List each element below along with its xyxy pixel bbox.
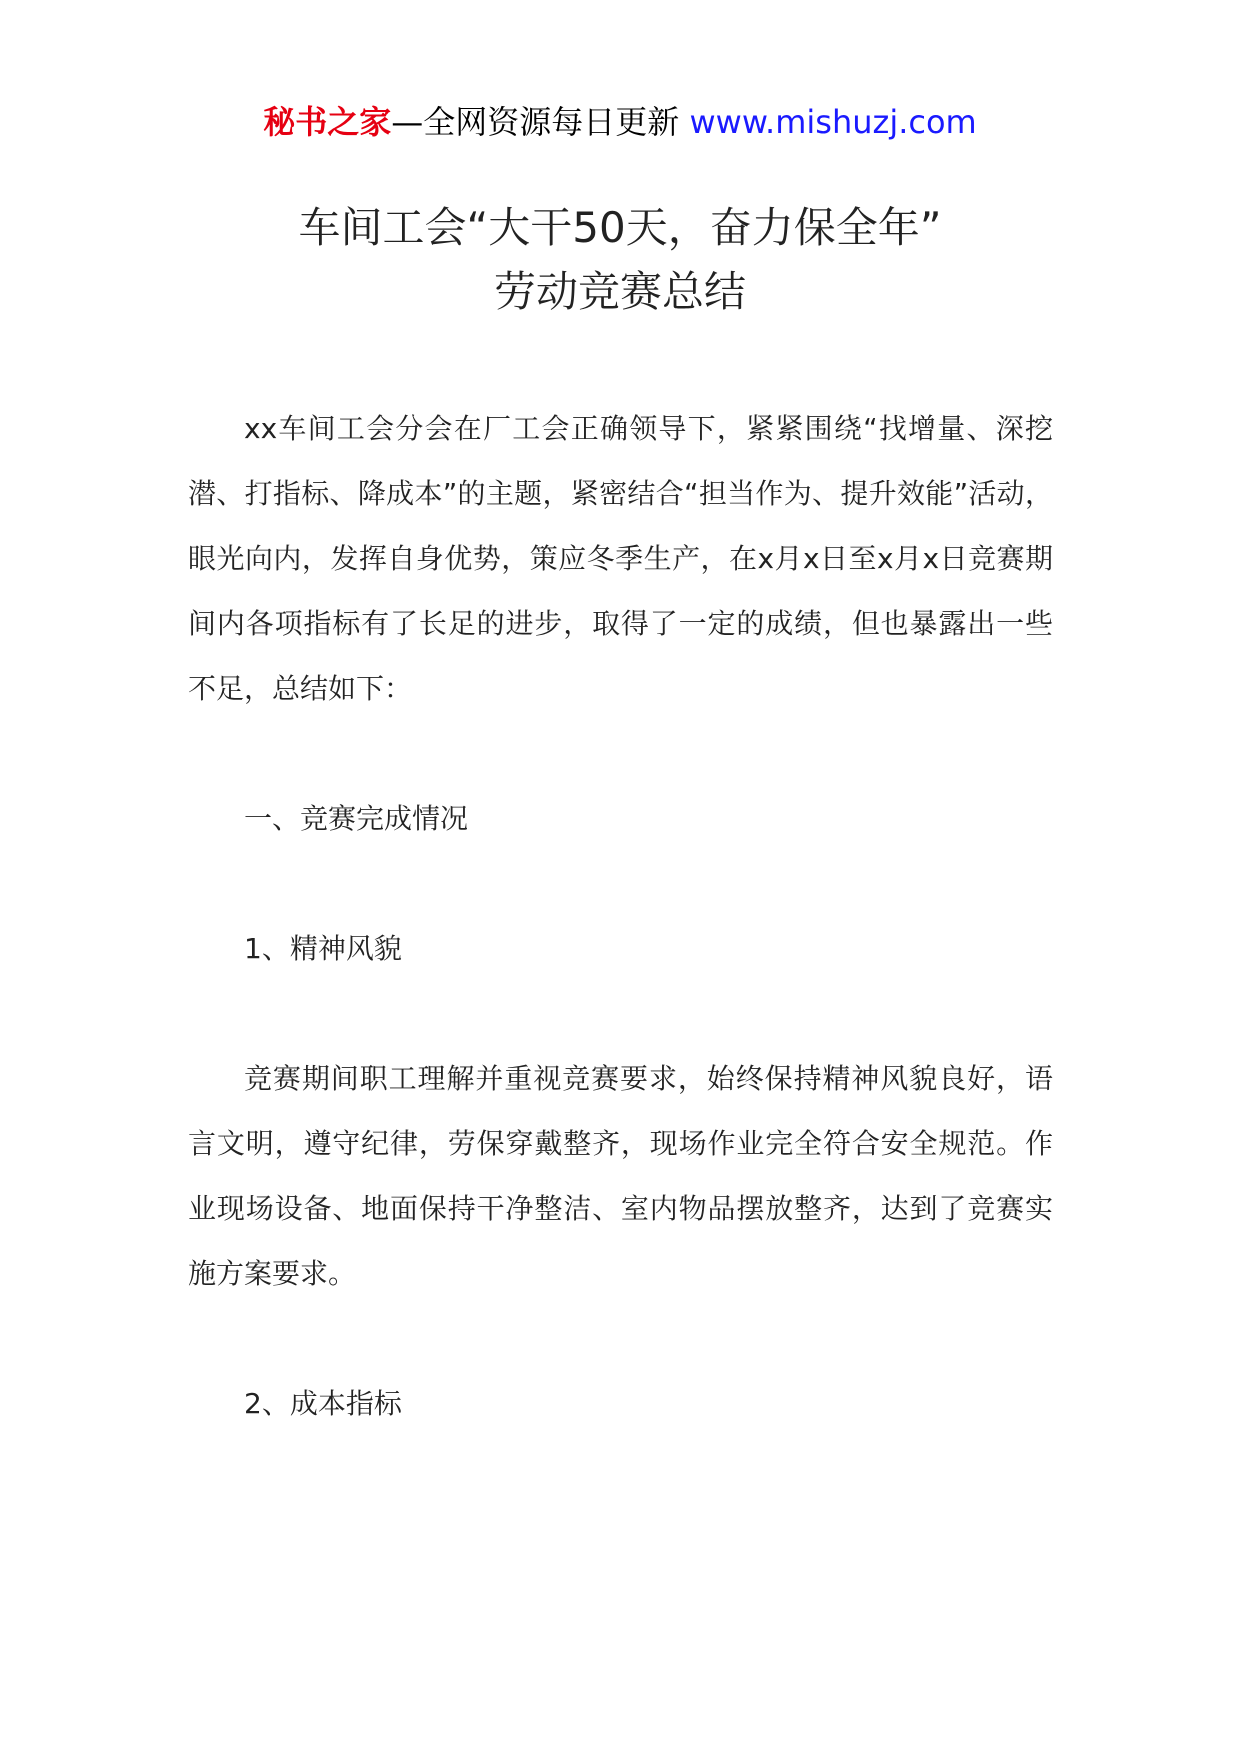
document-body	[188, 396, 1053, 1436]
header-tagline: —全网资源每日更新	[391, 103, 680, 141]
intro-paragraph: xx车间工会分会在厂工会正确领导下，紧紧围绕“找增量、深挖潜、打指标、降成本”的主题，紧密结合“担当作为、提升效能”活动，眼光向内，发挥自身优势，策应冬季生产，在x月x日至x月x日竞赛期间内各项指标有了长足的进步，取得了一定的成绩，但也暴露出一些不足，总结如下：	[188, 412, 1053, 705]
subheading-1: 1、精神风貌	[244, 932, 402, 965]
site-header	[0, 100, 1240, 144]
title-line-2: 劳动竞赛总结	[493, 267, 746, 316]
paragraph-1: 竞赛期间职工理解并重视竞赛要求，始终保持精神风貌良好，语言文明，遵守纪律，劳保穿戴整齐，现场作业完全符合安全规范。作业现场设备、地面保持干净整洁、室内物品摆放整齐，达到了竞赛实施方案要求。	[188, 1062, 1053, 1290]
brand-name: 秘书之家	[263, 103, 392, 141]
site-url-link[interactable]: www.mishuzj.com	[689, 103, 977, 141]
section-heading-1: 一、竞赛完成情况	[244, 802, 469, 835]
subheading-2: 2、成本指标	[244, 1387, 402, 1420]
document-title	[0, 196, 1240, 324]
title-line-1: 车间工会“大干50天，奋力保全年”	[298, 203, 942, 252]
